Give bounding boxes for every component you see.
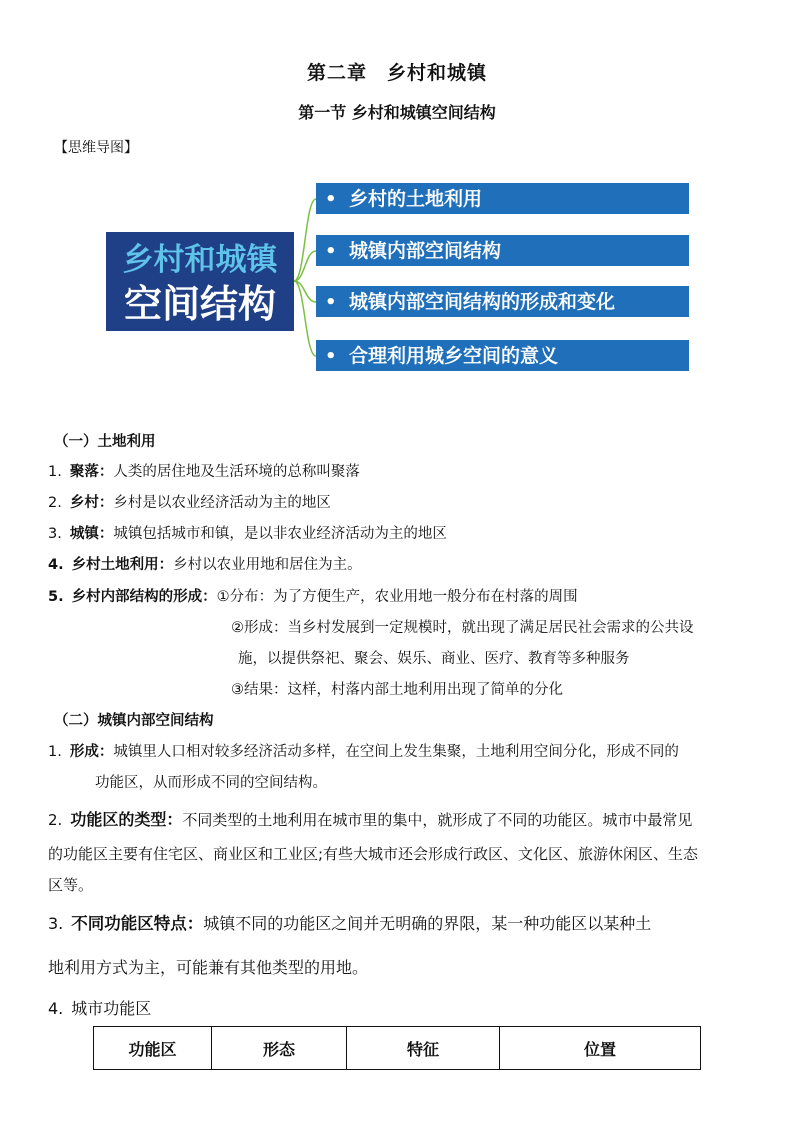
table-header-cell: 位置	[500, 1027, 701, 1070]
table-header-cell: 特征	[347, 1027, 500, 1070]
list-item-continuation: 地利用方式为主，可能兼有其他类型的用地。	[48, 958, 369, 977]
list-item-continuation: 区等。	[48, 876, 94, 894]
section-title: 第一节 乡村和城镇空间结构	[298, 103, 496, 122]
list-item: 5. 乡村内部结构的形成：①分布：为了方便生产，农业用地一般分布在村落的周围	[48, 589, 578, 605]
table-header-cell: 功能区	[94, 1027, 212, 1070]
mindmap-label: 【思维导图】	[54, 140, 138, 156]
branch-bullet: •	[325, 292, 337, 313]
list-item: 3. 不同功能区特点：城镇不同的功能区之间并无明确的界限，某一种功能区以某种土	[48, 914, 652, 933]
mind-map-diagram	[100, 175, 700, 375]
list-item: 1. 聚落：人类的居住地及生活环境的总称叫聚落	[48, 464, 360, 480]
function-zone-table	[93, 1026, 701, 1070]
mindmap-branch-2	[316, 235, 689, 266]
mindmap-center-line2: 空间结构	[123, 282, 277, 326]
list-item: 4. 乡村土地利用：乡村以农业用地和居住为主。	[48, 557, 362, 573]
branch-label: 乡村的土地利用	[349, 188, 483, 210]
list-item: 2. 乡村：乡村是以农业经济活动为主的地区	[48, 495, 331, 511]
branch-label: 城镇内部空间结构	[349, 240, 502, 262]
branch-bullet: •	[325, 241, 337, 262]
branch-bullet: •	[325, 346, 337, 367]
list-item: 2. 功能区的类型：不同类型的土地利用在城市里的集中，就形成了不同的功能区。城市中最常见	[48, 810, 693, 829]
mindmap-center-line1: 乡村和城镇	[122, 242, 278, 278]
part1-heading: （一）土地利用	[54, 434, 156, 450]
list-item: 3. 城镇：城镇包括城市和镇，是以非农业经济活动为主的地区	[48, 526, 447, 542]
branch-label: 合理利用城乡空间的意义	[349, 345, 559, 367]
table-header-cell: 形态	[212, 1027, 347, 1070]
list-item-continuation: ②形成：当乡村发展到一定规模时，就出现了满足居民社会需求的公共设	[231, 620, 694, 636]
branch-label: 城镇内部空间结构的形成和变化	[349, 291, 616, 313]
mindmap-branch-3	[316, 286, 689, 317]
list-item-continuation: ③结果：这样，村落内部土地利用出现了简单的分化	[231, 682, 563, 698]
list-item-continuation: 功能区，从而形成不同的空间结构。	[95, 775, 327, 791]
chapter-title: 第二章 乡村和城镇	[306, 62, 487, 84]
part2-heading: （二）城镇内部空间结构	[54, 713, 214, 729]
table-header-row	[94, 1027, 701, 1070]
branch-bullet: •	[325, 189, 337, 210]
mindmap-branch-1	[316, 183, 689, 214]
list-item-continuation: 施，以提供祭祀、聚会、娱乐、商业、医疗、教育等多种服务	[238, 651, 630, 667]
list-item: 1. 形成：城镇里人口相对较多经济活动多样，在空间上发生集聚，土地利用空间分化，形成不同的	[48, 744, 679, 760]
list-item-continuation: 的功能区主要有住宅区、商业区和工业区;有些大城市还会形成行政区、文化区、旅游休闲区、生态	[48, 845, 699, 863]
mindmap-branch-4	[316, 340, 689, 371]
list-item: 4. 城市功能区	[48, 999, 152, 1018]
mindmap-connectors	[294, 199, 316, 356]
